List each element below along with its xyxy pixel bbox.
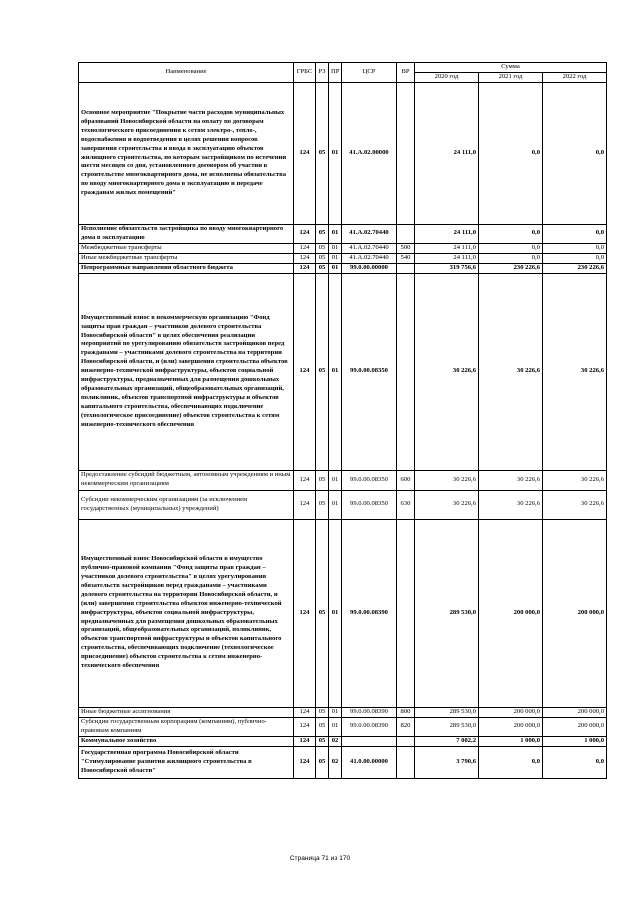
table-row xyxy=(79,243,607,253)
header-year-2020: 2020 год xyxy=(415,73,479,83)
cell-rz: 05 xyxy=(316,470,329,490)
table-row xyxy=(79,736,607,746)
cell-name: Государственная программа Новосибирской области "Стимулирование развития жилищного строительства в Новосибирской области" xyxy=(79,746,294,778)
cell-amount-2022: 0,0 xyxy=(543,243,607,253)
cell-pr: 01 xyxy=(329,470,342,490)
cell-rz: 05 xyxy=(316,746,329,778)
cell-rz: 05 xyxy=(316,707,329,717)
cell-vr xyxy=(397,273,415,470)
cell-csr: 99.0.00.00000 xyxy=(342,263,397,273)
cell-grbs: 124 xyxy=(294,746,316,778)
table-row xyxy=(79,519,607,707)
cell-amount-2020: 24 111,0 xyxy=(415,83,479,225)
cell-amount-2021: 200 000,0 xyxy=(479,519,543,707)
cell-name: Исполнение обязательств застройщика по вводу многоквартирного дома в эксплуатацию xyxy=(79,225,294,244)
cell-rz: 05 xyxy=(316,243,329,253)
cell-pr: 01 xyxy=(329,717,342,736)
table-header xyxy=(79,63,607,83)
header-vr: ВР xyxy=(397,63,415,83)
cell-csr: 41.0.00.00000 xyxy=(342,746,397,778)
cell-name: Предоставление субсидий бюджетным, автономным учреждениям и иным некоммерческим организациям xyxy=(79,470,294,490)
cell-vr xyxy=(397,736,415,746)
cell-name: Основное мероприятие "Покрытие части расходов муниципальных образований Новосибирской области на оплату по договорам технологического присоединения к сетям электро-, тепло-, водоснабжения и водоотведения в целях решения вопросов завершения строительства и ввода в эксплуатацию объектов жилищного строительства, по которым застройщиком по истечении шести месяцев со дня, установленного договором об участии в строительстве многоквартирного дома, не исполнены обязательства по вводу многоквартирного дома в эксплуатацию и передаче гражданам жилых помещений" xyxy=(79,83,294,225)
cell-csr: 41.А.02.70440 xyxy=(342,253,397,263)
cell-grbs: 124 xyxy=(294,717,316,736)
cell-grbs: 124 xyxy=(294,707,316,717)
header-rz: РЗ xyxy=(316,63,329,83)
cell-grbs: 124 xyxy=(294,470,316,490)
cell-name: Коммунальное хозяйство xyxy=(79,736,294,746)
cell-vr: 540 xyxy=(397,253,415,263)
table-row xyxy=(79,83,607,225)
cell-rz: 05 xyxy=(316,717,329,736)
cell-amount-2021: 30 226,6 xyxy=(479,490,543,519)
cell-vr: 600 xyxy=(397,470,415,490)
cell-rz: 05 xyxy=(316,263,329,273)
cell-amount-2021: 0,0 xyxy=(479,243,543,253)
cell-amount-2021: 200 000,0 xyxy=(479,717,543,736)
cell-pr: 01 xyxy=(329,490,342,519)
cell-amount-2020: 7 082,2 xyxy=(415,736,479,746)
table-row xyxy=(79,717,607,736)
cell-amount-2020: 289 530,0 xyxy=(415,717,479,736)
cell-amount-2020: 24 111,0 xyxy=(415,225,479,244)
cell-csr: 99.0.00.08350 xyxy=(342,273,397,470)
cell-vr xyxy=(397,263,415,273)
cell-grbs: 124 xyxy=(294,273,316,470)
cell-grbs: 124 xyxy=(294,253,316,263)
cell-csr xyxy=(342,736,397,746)
cell-vr xyxy=(397,225,415,244)
cell-amount-2021: 30 226,6 xyxy=(479,273,543,470)
cell-amount-2021: 230 226,6 xyxy=(479,263,543,273)
cell-pr: 02 xyxy=(329,746,342,778)
cell-pr: 01 xyxy=(329,273,342,470)
page-footer: Страница 71 из 170 xyxy=(289,855,351,862)
table-row xyxy=(79,263,607,273)
header-pr: ПР xyxy=(329,63,342,83)
cell-rz: 05 xyxy=(316,273,329,470)
header-csr: ЦСР xyxy=(342,63,397,83)
cell-amount-2022: 200 000,0 xyxy=(543,717,607,736)
cell-grbs: 124 xyxy=(294,263,316,273)
cell-amount-2022: 230 226,6 xyxy=(543,263,607,273)
table-row xyxy=(79,470,607,490)
cell-grbs: 124 xyxy=(294,83,316,225)
cell-pr: 01 xyxy=(329,225,342,244)
cell-amount-2022: 200 000,0 xyxy=(543,707,607,717)
cell-rz: 05 xyxy=(316,519,329,707)
cell-amount-2021: 0,0 xyxy=(479,746,543,778)
cell-name: Имущественный взнос в некоммерческую организацию "Фонд защиты прав граждан – участников долевого строительства Новосибирской области" в целях обеспечения реализации мероприятий по урегулированию обязательств застройщиков перед гражданами – участниками долевого строительства на территории Новосибирской области, и (или) завершения строительства объектов инженерно-технической инфраструктуры, объектов социальной инфраструктуры, предназначенных для размещения дошкольных образовательных организаций, общеобразовательных организаций, поликлиник, объектов транспортной инфраструктуры и объектов капитального строительства, обеспечивающих подключение (технологическое присоединение) объектов строительства к сетям инженерно-технического обеспечения xyxy=(79,273,294,470)
cell-name: Непрограммные направления областного бюджета xyxy=(79,263,294,273)
cell-csr: 99.0.00.08390 xyxy=(342,519,397,707)
cell-rz: 05 xyxy=(316,736,329,746)
cell-pr: 01 xyxy=(329,263,342,273)
cell-amount-2022: 0,0 xyxy=(543,225,607,244)
cell-grbs: 124 xyxy=(294,519,316,707)
cell-amount-2022: 1 000,0 xyxy=(543,736,607,746)
cell-amount-2021: 30 226,6 xyxy=(479,470,543,490)
cell-vr xyxy=(397,519,415,707)
cell-vr: 630 xyxy=(397,490,415,519)
cell-amount-2020: 24 111,0 xyxy=(415,253,479,263)
cell-name: Иные межбюджетные трансферты xyxy=(79,253,294,263)
cell-amount-2020: 24 111,0 xyxy=(415,243,479,253)
cell-rz: 05 xyxy=(316,490,329,519)
cell-pr: 02 xyxy=(329,736,342,746)
header-sum: Сумма xyxy=(415,63,607,73)
header-grbs: ГРБС xyxy=(294,63,316,83)
cell-csr: 41.А.02.00000 xyxy=(342,83,397,225)
cell-amount-2022: 0,0 xyxy=(543,83,607,225)
cell-grbs: 124 xyxy=(294,736,316,746)
cell-csr: 99.0.00.08350 xyxy=(342,470,397,490)
table-row xyxy=(79,707,607,717)
table-row xyxy=(79,746,607,778)
header-year-2022: 2022 год xyxy=(543,73,607,83)
table-row xyxy=(79,273,607,470)
table-row xyxy=(79,225,607,244)
cell-grbs: 124 xyxy=(294,243,316,253)
cell-grbs: 124 xyxy=(294,490,316,519)
cell-amount-2021: 0,0 xyxy=(479,253,543,263)
cell-name: Межбюджетные трансферты xyxy=(79,243,294,253)
cell-csr: 99.0.00.08350 xyxy=(342,490,397,519)
cell-amount-2022: 30 226,6 xyxy=(543,470,607,490)
cell-amount-2022: 0,0 xyxy=(543,746,607,778)
cell-vr: 820 xyxy=(397,717,415,736)
cell-amount-2022: 30 226,6 xyxy=(543,273,607,470)
cell-amount-2020: 3 790,6 xyxy=(415,746,479,778)
cell-name: Субсидии некоммерческим организациям (за исключением государственных (муниципальных) учреждений) xyxy=(79,490,294,519)
header-name: Наименование xyxy=(79,63,294,83)
cell-name: Субсидии государственным корпорациям (компаниям), публично-правовым компаниям xyxy=(79,717,294,736)
cell-amount-2020: 289 530,0 xyxy=(415,707,479,717)
cell-name: Имущественный взнос Новосибирской области в имущество публично-правовой компании "Фонд защиты прав граждан – участников долевого строительства" в целях урегулирования обязательств застройщиков перед гражданами – участниками долевого строительства на территории Новосибирской области, и (или) завершения строительства объектов инженерно-технической инфраструктуры, объектов социальной инфраструктуры, предназначенных для размещения дошкольных образовательных организаций, общеобразовательных организаций, поликлиник, объектов транспортной инфраструктуры и объектов капитального строительства, обеспечивающих подключение (технологическое присоединение) объектов строительства к сетям инженерно-технического обеспечения xyxy=(79,519,294,707)
cell-pr: 01 xyxy=(329,243,342,253)
cell-pr: 01 xyxy=(329,83,342,225)
cell-amount-2020: 30 226,6 xyxy=(415,470,479,490)
cell-rz: 05 xyxy=(316,225,329,244)
cell-csr: 99.0.00.08390 xyxy=(342,707,397,717)
cell-amount-2021: 1 000,0 xyxy=(479,736,543,746)
budget-table xyxy=(78,62,607,779)
table-row xyxy=(79,490,607,519)
cell-grbs: 124 xyxy=(294,225,316,244)
cell-amount-2020: 30 226,6 xyxy=(415,273,479,470)
cell-pr: 01 xyxy=(329,707,342,717)
cell-amount-2021: 0,0 xyxy=(479,83,543,225)
cell-amount-2020: 319 756,6 xyxy=(415,263,479,273)
cell-rz: 05 xyxy=(316,83,329,225)
cell-amount-2021: 0,0 xyxy=(479,225,543,244)
cell-vr: 500 xyxy=(397,243,415,253)
cell-rz: 05 xyxy=(316,253,329,263)
cell-csr: 41.А.02.70440 xyxy=(342,225,397,244)
cell-name: Иные бюджетные ассигнования xyxy=(79,707,294,717)
cell-vr xyxy=(397,83,415,225)
cell-pr: 01 xyxy=(329,253,342,263)
cell-csr: 41.А.02.70440 xyxy=(342,243,397,253)
table-body xyxy=(79,83,607,779)
cell-amount-2022: 200 000,0 xyxy=(543,519,607,707)
cell-amount-2022: 30 226,6 xyxy=(543,490,607,519)
cell-amount-2020: 30 226,6 xyxy=(415,490,479,519)
cell-pr: 01 xyxy=(329,519,342,707)
header-year-2021: 2021 год xyxy=(479,73,543,83)
cell-amount-2022: 0,0 xyxy=(543,253,607,263)
cell-vr: 800 xyxy=(397,707,415,717)
cell-amount-2020: 289 530,0 xyxy=(415,519,479,707)
cell-vr xyxy=(397,746,415,778)
cell-csr: 99.0.00.08390 xyxy=(342,717,397,736)
table-row xyxy=(79,253,607,263)
cell-amount-2021: 200 000,0 xyxy=(479,707,543,717)
